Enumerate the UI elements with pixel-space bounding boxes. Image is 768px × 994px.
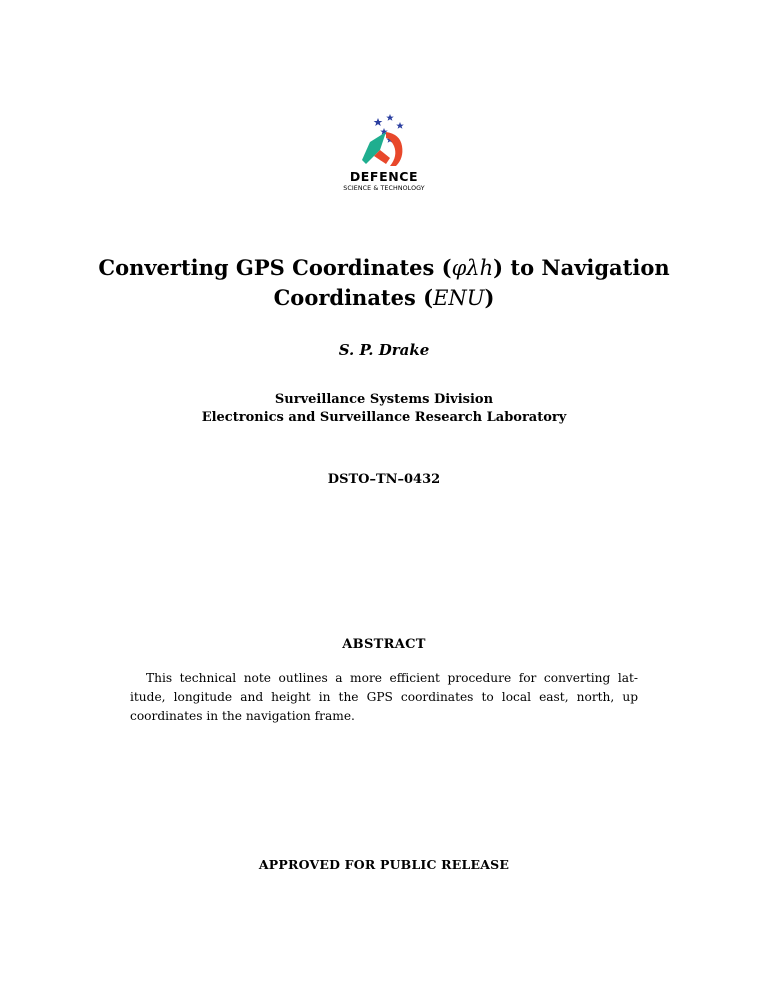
title-line1-suffix: ) to Navigation — [493, 255, 670, 280]
title-math-enu: ENU — [433, 286, 485, 310]
document-title — [60, 253, 708, 313]
document-number: DSTO–TN–0432 — [327, 472, 441, 487]
title-line2-suffix: ) — [484, 285, 495, 310]
abstract-text — [130, 669, 638, 726]
affiliation-division: Surveillance Systems Division — [274, 392, 494, 407]
title-line2-prefix: Coordinates ( — [273, 285, 434, 310]
title-math-phi-lambda-h: φλh — [451, 256, 494, 280]
abstract-line: coordinates in the navigation frame. — [130, 709, 355, 723]
release-statement: APPROVED FOR PUBLIC RELEASE — [258, 857, 510, 872]
title-line1-prefix: Converting GPS Coordinates ( — [98, 255, 452, 280]
title-line2 — [274, 285, 495, 310]
title-line1 — [98, 255, 669, 280]
logo-subtitle: SCIENCE & TECHNOLOGY — [343, 185, 425, 192]
abstract-line: This technical note outlines a more efficient procedure for converting lat- — [146, 671, 638, 685]
defence-star-logo-icon — [356, 112, 412, 170]
defence-logo — [334, 112, 434, 198]
affiliation — [0, 391, 768, 427]
abstract-heading: ABSTRACT — [342, 637, 426, 652]
affiliation-laboratory: Electronics and Surveillance Research Laboratory — [201, 410, 567, 425]
author-name: S. P. Drake — [338, 341, 430, 359]
logo-wordmark: DEFENCE — [349, 169, 419, 184]
abstract-line: itude, longitude and height in the GPS coordinates to local east, north, up — [130, 690, 638, 704]
